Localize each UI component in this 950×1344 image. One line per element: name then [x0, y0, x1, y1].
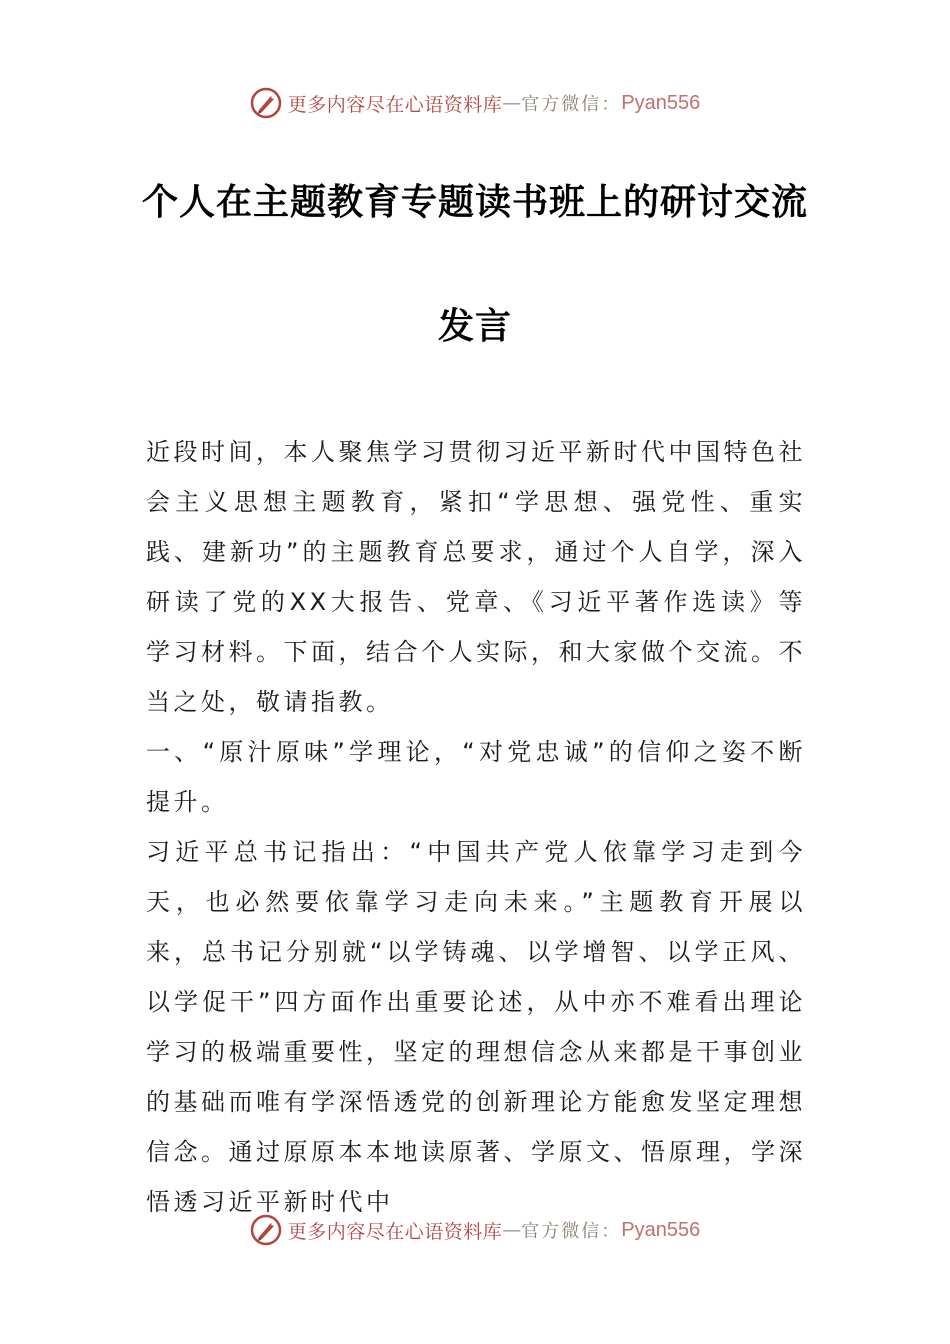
- page-title-line-1: 个人在主题教育专题读书班上的研讨交流: [141, 182, 808, 223]
- footer-banner: [0, 1212, 950, 1248]
- pen-logo-icon: [250, 87, 282, 119]
- banner-wechat-label: 官方微信：: [521, 94, 622, 115]
- banner-site-name: 更多内容尽在心语资料库: [287, 93, 503, 116]
- banner-wechat-id: Pyan556: [621, 1218, 701, 1241]
- banner-dash: —: [502, 1219, 522, 1241]
- header-banner: [0, 85, 950, 121]
- banner-wechat-label: 官方微信：: [521, 1221, 622, 1242]
- banner-wechat-id: Pyan556: [621, 91, 701, 114]
- section-heading-1: 一、“原汁原味”学理论，“对党忠诚”的信仰之姿不断提升。: [146, 738, 806, 816]
- paragraph-section-1: 习近平总书记指出：“中国共产党人依靠学习走到今天，也必然要依靠学习走向未来。”主题教育开展以来，总书记分别就“以学铸魂、以学增智、以学正风、以学促干”四方面作出重要论述，从中亦不难看出理论学习的极端重要性，坚定的理想信念从来都是干事创业的基础而唯有学深悟透党的创新理论方能愈发坚定理想信念。通过原原本本地读原著、学原文、悟原理，学深悟透习近平新时代中: [146, 838, 806, 1216]
- banner-dash: —: [502, 92, 522, 114]
- pen-logo-icon: [250, 1214, 282, 1246]
- paragraph-intro: 近段时间，本人聚焦学习贯彻习近平新时代中国特色社会主义思想主题教育，紧扣“学思想、强党性、重实践、建新功”的主题教育总要求，通过个人自学，深入研读了党的XX大报告、党章、《习近平著作选读》等学习材料。下面，结合个人实际，和大家做个交流。不当之处，敬请指教。: [146, 438, 806, 716]
- banner-site-name: 更多内容尽在心语资料库: [287, 1220, 503, 1243]
- page-title-line-2: 发言: [437, 306, 512, 347]
- document-body: [146, 427, 806, 1227]
